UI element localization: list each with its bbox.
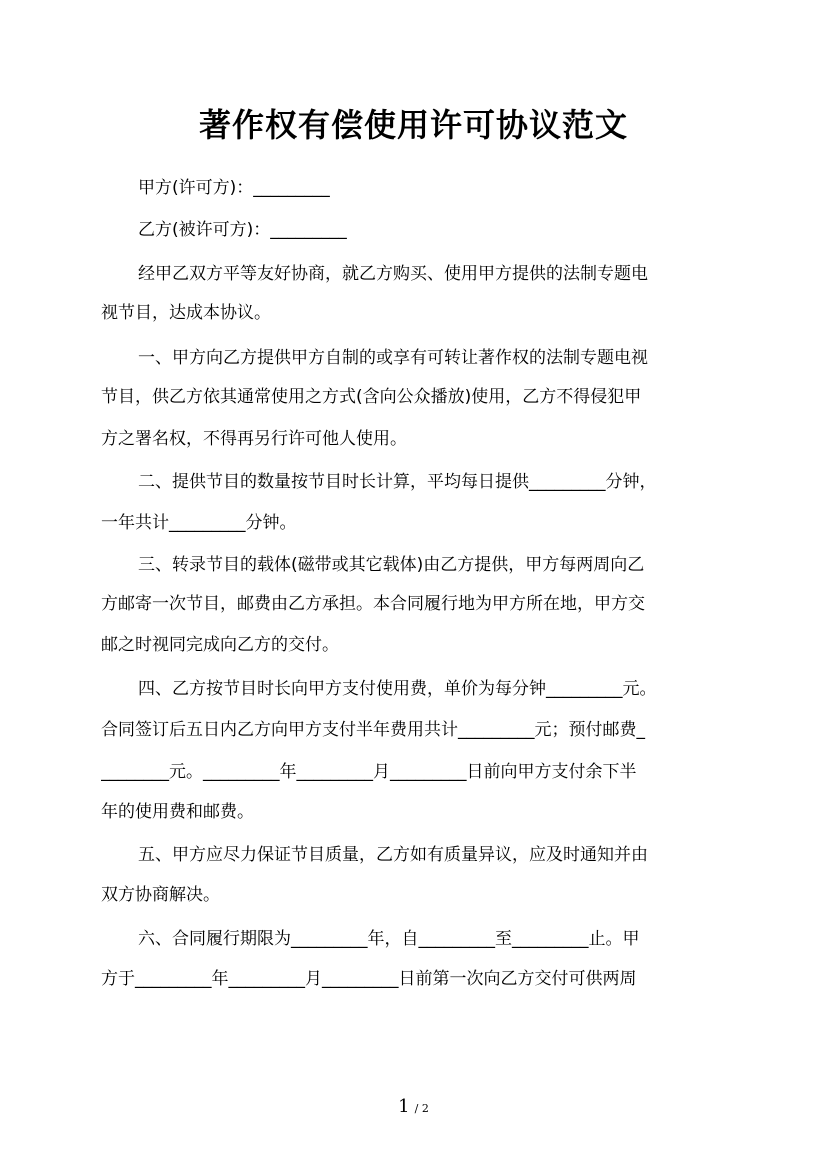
clause-6-line-1: 六、合同履行期限为_________年，自_________至_________止。甲 [138, 929, 640, 949]
clause-3-line-3: 邮之时视同完成向乙方的交付。 [101, 635, 339, 655]
intro-line-1: 经甲乙双方平等友好协商，就乙方购买、使用甲方提供的法制专题电 [138, 264, 648, 284]
current-page-number: 1 [398, 1096, 410, 1117]
clause-6-line-2: 方于_________年_________月_________日前第一次向乙方交付可供两周 [101, 969, 637, 989]
clause-4-line-4: 年的使用费和邮费。 [101, 802, 254, 822]
clause-2-line-2: 一年共计_________分钟。 [101, 513, 297, 533]
clause-3-line-1: 三、转录节目的载体(磁带或其它载体)由乙方提供，甲方每两周向乙 [138, 555, 645, 575]
clause-2-line-1: 二、提供节目的数量按节目时长计算，平均每日提供_________分钟， [138, 472, 657, 492]
clause-4-line-2: 合同签订后五日内乙方向甲方支付半年费用共计_________元；预付邮费_ [101, 720, 645, 740]
intro-line-2: 视节目，达成本协议。 [101, 303, 271, 323]
page-number [0, 1096, 827, 1117]
total-pages: / 2 [414, 1102, 429, 1115]
party-b-line: 乙方(被许可方)：_________ [138, 220, 347, 240]
clause-5-line-2: 双方协商解决。 [101, 885, 220, 905]
clause-3-line-2: 方邮寄一次节目，邮费由乙方承担。本合同履行地为甲方所在地，甲方交 [101, 594, 645, 614]
clause-5-line-1: 五、甲方应尽力保证节目质量，乙方如有质量异议，应及时通知并由 [138, 845, 648, 865]
document-title: 著作权有偿使用许可协议范文 [198, 106, 628, 144]
clause-1-line-1: 一、甲方向乙方提供甲方自制的或享有可转让著作权的法制专题电视 [138, 348, 648, 368]
clause-1-line-2: 节目，供乙方依其通常使用之方式(含向公众播放)使用，乙方不得侵犯甲 [101, 387, 642, 407]
clause-1-line-3: 方之署名权，不得再另行许可他人使用。 [101, 429, 407, 449]
clause-4-line-1: 四、乙方按节目时长向甲方支付使用费，单价为每分钟_________元。 [138, 679, 657, 699]
party-a-line: 甲方(许可方)：_________ [138, 178, 330, 198]
clause-4-line-3: ________元。_________年_________月_________日前向甲方支付余下半 [101, 762, 637, 782]
